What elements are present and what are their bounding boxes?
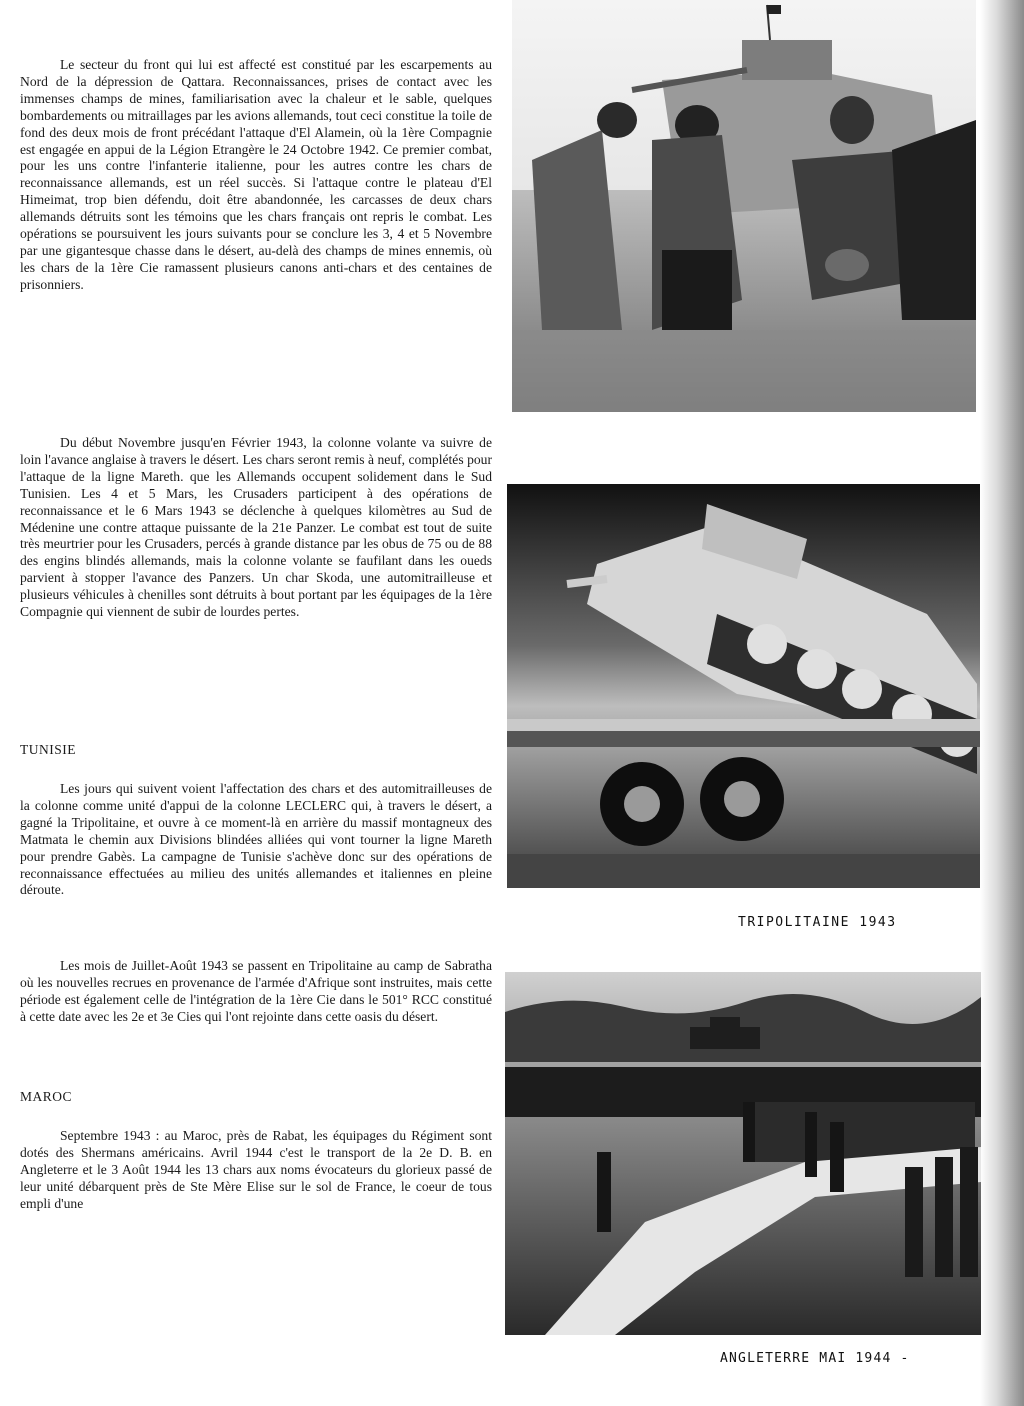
photo-desert-soldiers [512, 0, 976, 412]
caption-angleterre: ANGLETERRE MAI 1944 - [720, 1351, 910, 1366]
text-block-tunisie [20, 781, 492, 899]
section-heading-maroc: MAROC [20, 1089, 73, 1104]
paragraph-tunisie: Les jours qui suivent voient l'affectation des chars et des automitrailleuses de la colonne comme unité d'appui de la colonne LECLERC qui, à travers le désert, a gagné la Tripolitaine, et ouvre à ce moment-là en arrière du massif montagneux des Matmata le chemin aux Divisions blindées alliées qui vont tourner la ligne Mareth pour prendre Gabès. La campagne de Tunisie s'achève donc sur des opérations de reconnaissance effectuées au milieu des unités allemandes et italiennes en pleine déroute. [20, 781, 492, 898]
page-edge-shadow [980, 0, 1024, 1406]
text-block-maroc [20, 1128, 492, 1213]
paragraph-maroc: Septembre 1943 : au Maroc, près de Rabat, les équipages du Régiment sont dotés des Shermans américains. Avril 1944 c'est le transport de la 2e D. B. en Angleterre et le 3 Août 1944 les 13 chars aux noms évocateurs du glorieux passé de leur unité débarquent près de Ste Mère Elise sur le sol de France, le coeur de tous empli d'une [20, 1128, 492, 1211]
paragraph-mareth: Du début Novembre jusqu'en Février 1943, la colonne volante va suivre de loin l'avance anglaise à travers le désert. Les chars seront remis à neuf, complétés pour l'attaque de la ligne Mareth. que les Allemands occupent solidement dans le Sud Tunisien. Les 4 et 5 Mars, les Crusaders participent à des opérations de reconnaissance et le 6 Mars 1943 se déclenche à quelques kilomètres au Sud de Médenine une contre attaque puissante de la 21e Panzer. Le combat est tout de suite très meurtrier pour les Crusaders, percés à grande distance par les obus de 75 ou de 88 des engins blindés allemands, mais la colonne volante se faufilant dans les oueds parvient à stopper l'avance des Panzers. Un char Skoda, une automitrailleuse et plusieurs véhicules à chenilles sont détruits à bout portant par les équipages de la 1ère Compagnie qui viennent de subir de lourdes pertes. [20, 435, 492, 620]
caption-tripolitaine: TRIPOLITAINE 1943 [738, 915, 897, 930]
text-block-tripolitaine [20, 958, 492, 1026]
paragraph-alamein: Le secteur du front qui lui est affecté est constitué par les escarpements au Nord de la dépression de Qattara. Reconnaissances, prises de contact avec les immenses champs de mines, familiarisation avec la chaleur et le sable, quelques bombardements ou mitraillages par les avions allemands, tout ceci constitue la toile de fond des deux mois de front précédant l'attaque d'El Alamein, où la 1ère Compagnie est engagée en appui de la Légion Etrangère le 24 Octobre 1942. Ce premier combat, pour les uns contre l'infanterie italienne, pour les autres contre les chars de reconnaissance allemands, est un réel succès. Si l'attaque contre le plateau d'El Himeimat, trop bien défendu, doit être abandonnée, les carcasses de deux chars allemands détruits sont les témoins que les chars français ont repris le combat. Les opérations se poursuivent les jours suivants pour se conclure les 3, 4 et 5 Novembre par une gigantesque chasse dans le désert, au-delà des champs de mines ennemis, où les chars de la 1ère Cie ramassent plusieurs canons anti-chars et des centaines de prisonniers. [20, 57, 492, 292]
photo-troops-marching [505, 972, 981, 1335]
section-heading-tunisie: TUNISIE [20, 742, 76, 757]
photo-desert-soldiers-image [512, 0, 976, 412]
text-block-mareth [20, 435, 492, 621]
photo-tank-transporter [507, 484, 980, 888]
photo-tank-transporter-image [507, 484, 980, 888]
paragraph-tripolitaine: Les mois de Juillet-Août 1943 se passent en Tripolitaine au camp de Sabratha où les nouvelles recrues en provenance de l'armée d'Afrique sont instruites, mais cette période est également celle de l'intégration de la 1ère Cie dans le 501° RCC constitué à cette date avec les 2e et 3e Cies qui l'ont rejointe dans cette oasis du désert. [20, 958, 492, 1024]
photo-troops-marching-image [505, 972, 981, 1335]
text-block-alamein [20, 57, 492, 294]
